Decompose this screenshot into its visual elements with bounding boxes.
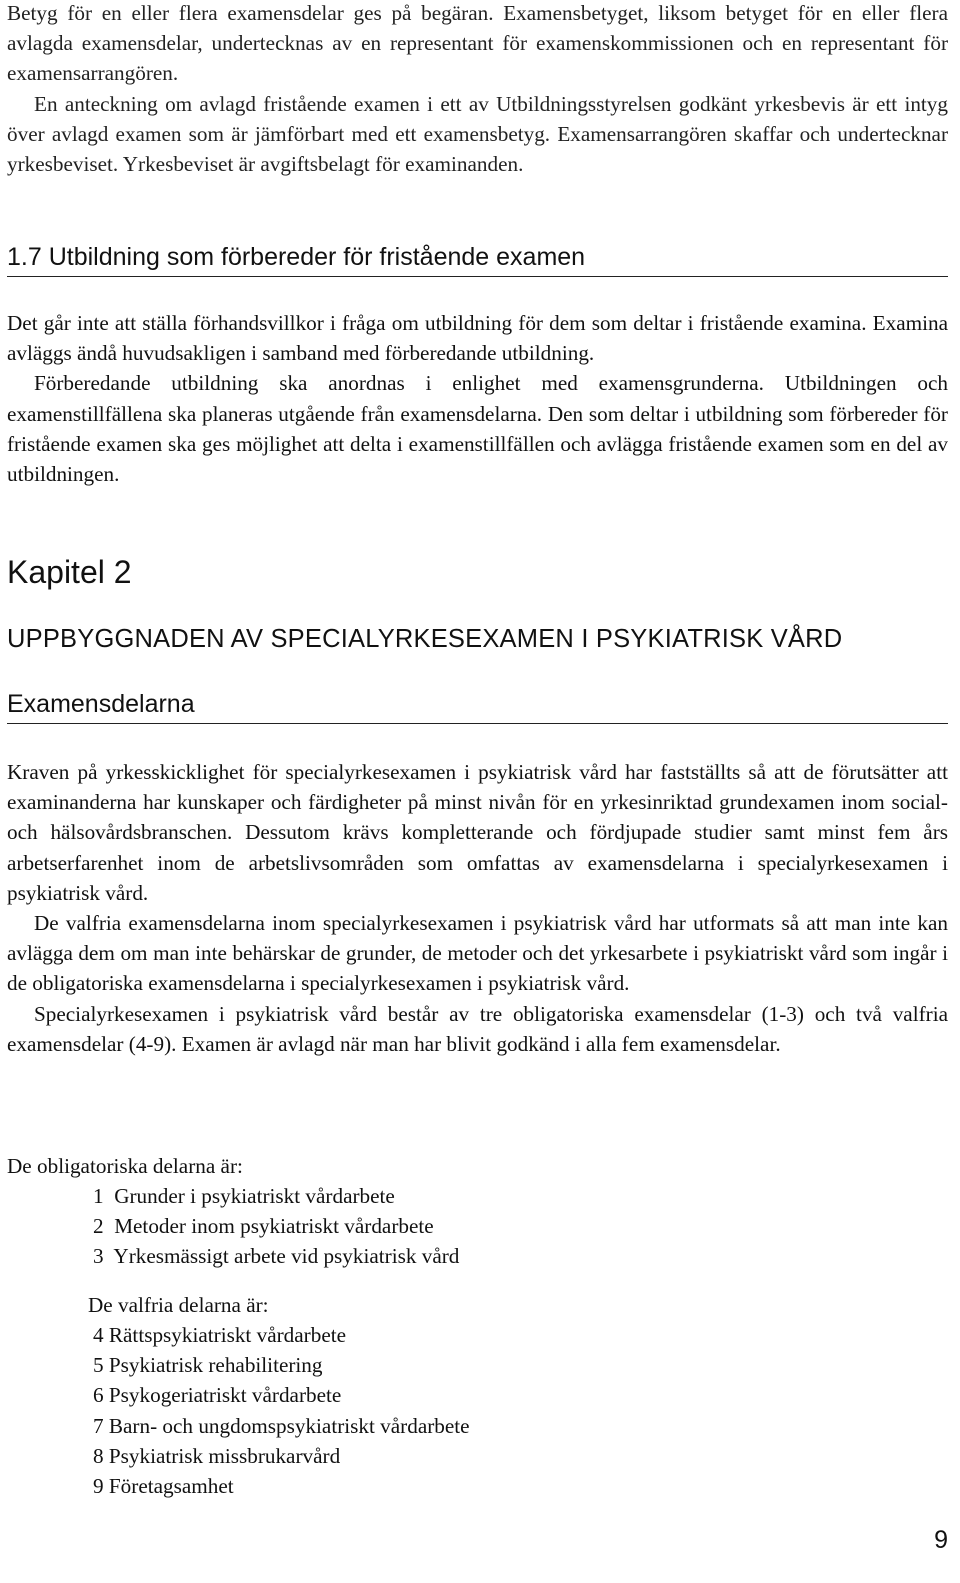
- intro-paragraph: Betyg för en eller flera examensdelar ges på begäran. Examensbetyget, liksom betyget för en eller flera avlagda examensdelar, undertecknas av en representant för examenskommissionen och en representant för examensarrangören.: [7, 1, 948, 86]
- section-heading: 1.7 Utbildning som förbereder för fristående examen: [7, 242, 948, 277]
- body-paragraph: Specialyrkesexamen i psykiatrisk vård består av tre obligatoriska examensdelar (1-3) och två valfria examensdelar (4-9). Examen är avlagd när man har blivit godkänd i alla fem examensdelar.: [7, 1001, 948, 1056]
- optional-parts-list: [93, 1320, 470, 1501]
- body-paragraph: De valfria examensdelarna inom specialyrkesexamen i psykiatrisk vård har utformats så att man inte kan avlägga dem om man inte behärskar de grunder, de metoder och det yrkesarbete i psykiatriskt vård som ingår i de obligatoriska examensdelarna i specialyrkesexamen i psykiatrisk vård.: [7, 911, 948, 996]
- body-paragraph: Kraven på yrkesskicklighet för specialyrkesexamen i psykiatrisk vård har fastställts så att de förutsätter att examinanderna har kunskaper och färdigheter på minst nivån för en yrkesinriktad grundexamen inom social- och hälsovårdsbranschen. Dessutom krävs kompletterande och fördjupade studier samt minst fem års arbetserfarenhet inom de arbetslivsområden som omfattas av examensdelarna i specialyrkesexamen i psykiatrisk vård.: [7, 760, 948, 905]
- list-item: 2 Metoder inom psykiatriskt vårdarbete: [93, 1214, 434, 1239]
- examensdelarna-body: [7, 757, 948, 1059]
- body-paragraph: Det går inte att ställa förhandsvillkor i fråga om utbildning för dem som deltar i fristående examina. Examina avläggs ändå huvudsakligen i samband med förberedande utbildning.: [7, 311, 948, 366]
- body-paragraph: Förberedande utbildning ska anordnas i enlighet med examensgrunderna. Utbildningen och examenstillfällena ska planeras utgående från examensdelarna. Den som deltar i utbildning som förbereder för fristående examen ska ges möjlighet att delta i examenstillfällen och avlägga fristående examen som en del av utbildningen.: [7, 371, 948, 487]
- section-heading: Examensdelarna: [7, 689, 948, 724]
- chapter-label: Kapitel 2: [7, 554, 132, 590]
- list-item: 7 Barn- och ungdomspsykiatriskt vårdarbete: [93, 1413, 470, 1438]
- intro-block: [7, 0, 948, 179]
- intro-paragraph: En anteckning om avlagd fristående examen i ett av Utbildningsstyrelsen godkänt yrkesbevis är ett intyg över avlagd examen som är jämförbart med ett examensbetyg. Examensarrangören skaffar och undertecknar yrkesbeviset. Yrkesbeviset är avgiftsbelagt för examinanden.: [7, 91, 948, 177]
- list-item: 6 Psykogeriatriskt vårdarbete: [93, 1383, 342, 1408]
- page-number: 9: [934, 1526, 948, 1554]
- mandatory-parts-list: [93, 1181, 459, 1272]
- list-item: 4 Rättspsykiatriskt vårdarbete: [93, 1323, 347, 1347]
- mandatory-parts-label: De obligatoriska delarna är:: [7, 1154, 243, 1178]
- list-item: 3 Yrkesmässigt arbete vid psykiatrisk vård: [93, 1244, 460, 1269]
- section-1-7-body: [7, 308, 948, 489]
- list-item: 8 Psykiatrisk missbrukarvård: [93, 1443, 341, 1468]
- chapter-title: UPPBYGGNADEN AV SPECIALYRKESEXAMEN I PSYKIATRISK VÅRD: [7, 625, 843, 653]
- list-item: 9 Företagsamhet: [93, 1474, 234, 1499]
- list-item: 5 Psykiatrisk rehabilitering: [93, 1353, 323, 1378]
- list-item: 1 Grunder i psykiatriskt vårdarbete: [93, 1184, 395, 1208]
- optional-parts-label: De valfria delarna är:: [88, 1293, 269, 1317]
